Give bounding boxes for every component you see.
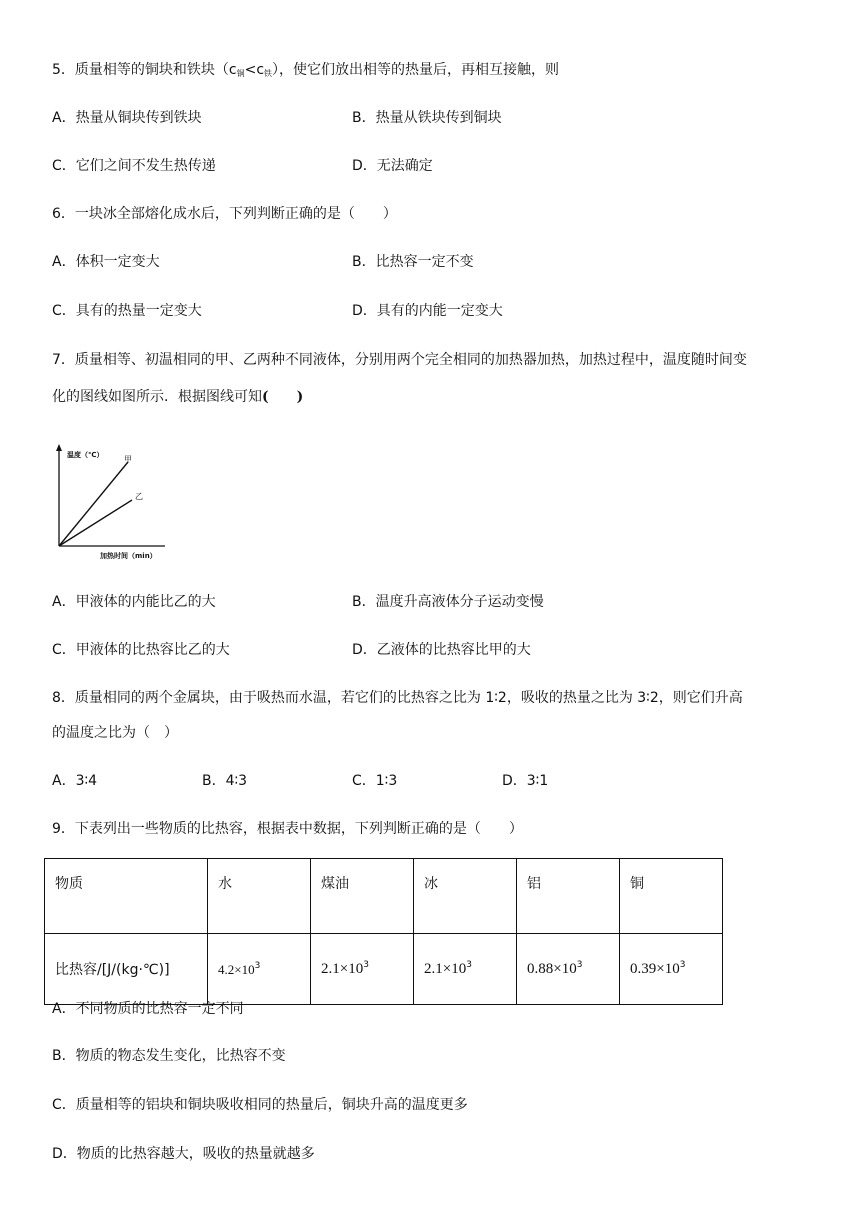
q9-option-d[interactable]: D．物质的比热容越大，吸收的热量就越多 (52, 1146, 315, 1162)
table-header-row (45, 859, 723, 934)
table-header-cell: 铝 (517, 859, 620, 934)
y-axis-arrow (56, 444, 62, 451)
specific-heat-table (44, 858, 723, 1005)
q5-option-c[interactable]: C．它们之间不发生热传递 (52, 158, 216, 174)
table-cell: $2.1\times 10^3$ (311, 934, 414, 1005)
q5-option-d[interactable]: D．无法确定 (352, 158, 433, 174)
table-header-cell: 煤油 (311, 859, 414, 934)
q8-option-c[interactable]: C．1∶3 (352, 773, 398, 789)
q8-option-b[interactable]: B．4∶3 (202, 773, 248, 789)
q7-option-d[interactable]: D．乙液体的比热容比甲的大 (352, 642, 531, 658)
q6-option-d[interactable]: D．具有的内能一定变大 (352, 303, 503, 319)
q8-stem-line1: 8．质量相同的两个金属块，由于吸热而水温，若它们的比热容之比为 1∶2，吸收的热量之比为 3∶2，则它们升高 (52, 690, 743, 706)
y-axis-label: 温度（℃） (67, 451, 104, 459)
q9-option-b[interactable]: B．物质的物态发生变化，比热容不变 (52, 1048, 286, 1064)
table-cell: $0.88\times 10^3$ (517, 934, 620, 1005)
series-label-jia: 甲 (124, 455, 132, 464)
q9-option-c[interactable]: C．质量相等的铝块和铜块吸收相同的热量后，铜块升高的温度更多 (52, 1097, 468, 1113)
q9-option-a[interactable]: A．不同物质的比热容一定不同 (52, 1001, 244, 1017)
x-axis-label: 加热时间（min） (100, 552, 157, 560)
temperature-time-graph (40, 440, 180, 562)
q8-option-a[interactable]: A．3∶4 (52, 773, 98, 789)
table-header-cell: 冰 (414, 859, 517, 934)
table-cell: $4.2\times 10^3$ (208, 934, 311, 1005)
table-cell: $0.39\times 10^3$ (620, 934, 723, 1005)
q6-option-c[interactable]: C．具有的热量一定变大 (52, 303, 202, 319)
q5-option-a[interactable]: A．热量从铜块传到铁块 (52, 110, 202, 126)
q7-option-a[interactable]: A．甲液体的内能比乙的大 (52, 594, 216, 610)
table-cell: $2.1\times 10^3$ (414, 934, 517, 1005)
q9-stem: 9．下表列出一些物质的比热容，根据表中数据，下列判断正确的是（ ） (52, 821, 523, 837)
q8-option-d[interactable]: D．3∶1 (502, 773, 549, 789)
table-header-cell: 铜 (620, 859, 723, 934)
series-label-yi: 乙 (135, 492, 143, 501)
q6-option-a[interactable]: A．体积一定变大 (52, 254, 160, 270)
q7-stem-line1: 7．质量相等、初温相同的甲、乙两种不同液体，分别用两个完全相同的加热器加热，加热过程中，温度随时间变 (52, 352, 747, 368)
table-header-cell: 物质 (45, 859, 208, 934)
q7-option-b[interactable]: B．温度升高液体分子运动变慢 (352, 594, 544, 610)
q5-option-b[interactable]: B．热量从铁块传到铜块 (352, 110, 502, 126)
q8-stem-line2: 的温度之比为（ ） (52, 725, 178, 741)
series-line-yi (59, 500, 132, 546)
series-line-jia (59, 462, 128, 546)
table-row-label: 比热容/[J/(kg·℃)] (45, 934, 208, 1005)
table-header-cell: 水 (208, 859, 311, 934)
q7-stem-line2: 化的图线如图所示．根据图线可知( ) (52, 389, 304, 405)
q7-option-c[interactable]: C．甲液体的比热容比乙的大 (52, 642, 230, 658)
q5-stem: 5．质量相等的铜块和铁块$(c_铜<c_铁)$，使它们放出相等的热量后，再相互接触，则 (52, 62, 560, 78)
q6-stem: 6．一块冰全部熔化成水后，下列判断正确的是（ ） (52, 206, 397, 222)
q6-option-b[interactable]: B．比热容一定不变 (352, 254, 474, 270)
table-row (45, 934, 723, 1005)
